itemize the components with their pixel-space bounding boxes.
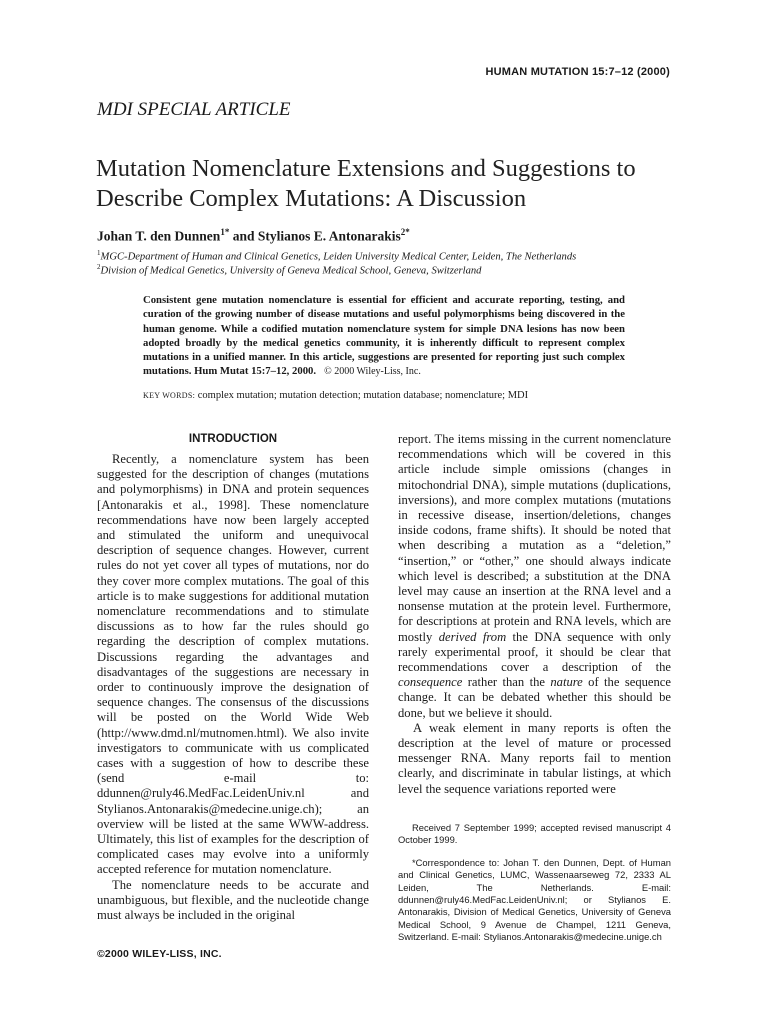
journal-reference: HUMAN MUTATION 15:7–12 (2000) bbox=[485, 66, 670, 78]
paragraph: A weak element in many reports is often the description at the level of mature or processed messenger RNA. Many reports fail to mention clearly, and discriminate in tabular listings, at which level the sequence variations reported were bbox=[398, 720, 671, 796]
section-label: MDI SPECIAL ARTICLE bbox=[97, 99, 291, 120]
right-column bbox=[398, 432, 671, 797]
footnotes bbox=[398, 822, 671, 954]
paragraph-text: the DNA sequence with only rarely experimental proof, it should be clear that recommendations cover a description of the bbox=[398, 629, 672, 675]
author-marker: 2* bbox=[400, 227, 410, 237]
affiliation-text: MGC-Department of Human and Clinical Genetics, Leiden University Medical Center, Leiden, The Netherlands bbox=[100, 251, 577, 263]
affiliation-2 bbox=[97, 263, 481, 277]
paragraph: The nomenclature needs to be accurate and unambiguous, but flexible, and the nucleotide change must always be included in the original bbox=[97, 877, 369, 923]
paragraph bbox=[398, 432, 671, 721]
left-column bbox=[97, 432, 369, 923]
abstract bbox=[143, 293, 625, 380]
keywords-list: complex mutation; mutation detection; mutation database; nomenclature; MDI bbox=[197, 390, 529, 401]
affiliation-1 bbox=[97, 249, 576, 263]
article-title: Mutation Nomenclature Extensions and Suggestions to Describe Complex Mutations: A Discussion bbox=[96, 155, 636, 212]
affiliation-marker: 2 bbox=[97, 263, 101, 271]
emphasis: consequence bbox=[398, 675, 463, 690]
paragraph-text: rather than the bbox=[462, 675, 551, 690]
received-note: Received 7 September 1999; accepted revised manuscript 4 October 1999. bbox=[398, 822, 671, 846]
paragraph-text: report. The items missing in the current nomenclature recommendations which will be covered in this article include simple omissions (changes in mitochondrial DNA), simple mutations (duplications, inversions), and more complex mutations (mutations in recessive disease, insertion/deletions, changes inside codons, frame shifts). It should be noted that when describing a mutation as a “deletion,” “insertion,” or “other,” one should always indicate which level is described; a substitution at the DNA level may cause an insertion at the RNA level and a nonsense mutation at the protein level. Furthermore, for descriptions at protein and RNA levels, which are mostly bbox=[398, 432, 671, 644]
affiliation-marker: 1 bbox=[97, 249, 101, 257]
correspondence-note: *Correspondence to: Johan T. den Dunnen, Dept. of Human and Clinical Genetics, LUMC, Wassenaarseweg 72, 2333 AL Leiden, The Netherlands. E-mail: ddunnen@ruly46.MedFac.LeidenUniv.nl; or Stylianos E. Antonarakis, Division of Medical Genetics, University of Geneva Medical School, 9 Avenue de Champel, 1211 Geneva, Switzerland. E-mail: Stylianos.Antonarakis@medecine.unige.ch bbox=[398, 856, 671, 943]
emphasis: derived from bbox=[438, 629, 507, 644]
section-heading: INTRODUCTION bbox=[188, 433, 278, 445]
abstract-copyright: © 2000 Wiley-Liss, Inc. bbox=[324, 366, 421, 378]
emphasis: nature bbox=[550, 675, 583, 690]
author-conjunction: and bbox=[229, 228, 258, 244]
author-marker: 1* bbox=[220, 227, 230, 237]
author-name: Johan T. den Dunnen bbox=[97, 228, 221, 244]
keywords bbox=[143, 390, 528, 401]
author-name: Stylianos E. Antonarakis bbox=[257, 228, 401, 244]
affiliation-text: Division of Medical Genetics, University of Geneva Medical School, Geneva, Switzerland bbox=[100, 265, 482, 277]
author-line bbox=[97, 227, 410, 245]
paragraph: Recently, a nomenclature system has been suggested for the description of changes (mutations and polymorphisms) in DNA and protein sequences [Antonarakis et al., 1998]. These nomenclature recommendations have now been largely accepted and stimulated the uniform and unequivocal description of sequence changes. However, current rules do not yet cover all types of mutations, nor do they cover more complex mutations. The goal of this article is to make suggestions for additional mutation nomenclature recommendations and to stimulate discussions as to how far the rules should go regarding the description of complex mutations. Discussions regarding the advantages and disadvantages of the suggestions are necessary in order to continuously improve the designation of sequence changes. The consensus of the discussions will be posted on the World Wide Web (http://www.dmd.nl/mutnomen.html). We also invite investigators to communicate with us complicated cases with a suggestion of how to describe these (send e-mail to: ddunnen@ruly46.MedFac.LeidenUniv.nl and Stylianos.Antonarakis@medecine.unige.ch); an overview will be listed at the same WWW-address. Ultimately, this list of examples for the description of complicated cases may evolve into a uniformly accepted reference for mutation nomenclature. bbox=[97, 452, 369, 877]
abstract-text: Consistent gene mutation nomenclature is essential for efficient and accurate reporting, testing, and curation of the growing number of disease mutations and useful polymorphisms being discovered in the human genome. While a codified mutation nomenclature system for simple DNA lesions has now been adopted broadly by the medical genetics community, it is inherently difficult to represent complex mutations in a unified manner. In this article, suggestions are presented for reporting just such complex mutations. Hum Mutat 15:7–12, 2000. bbox=[143, 294, 625, 378]
footer-copyright: ©2000 WILEY-LISS, INC. bbox=[97, 948, 222, 960]
paragraph-text: of the sequence change. It can be debated whether this should be done, but we believe it should. bbox=[398, 675, 671, 720]
keywords-label: KEY WORDS: bbox=[143, 391, 196, 400]
